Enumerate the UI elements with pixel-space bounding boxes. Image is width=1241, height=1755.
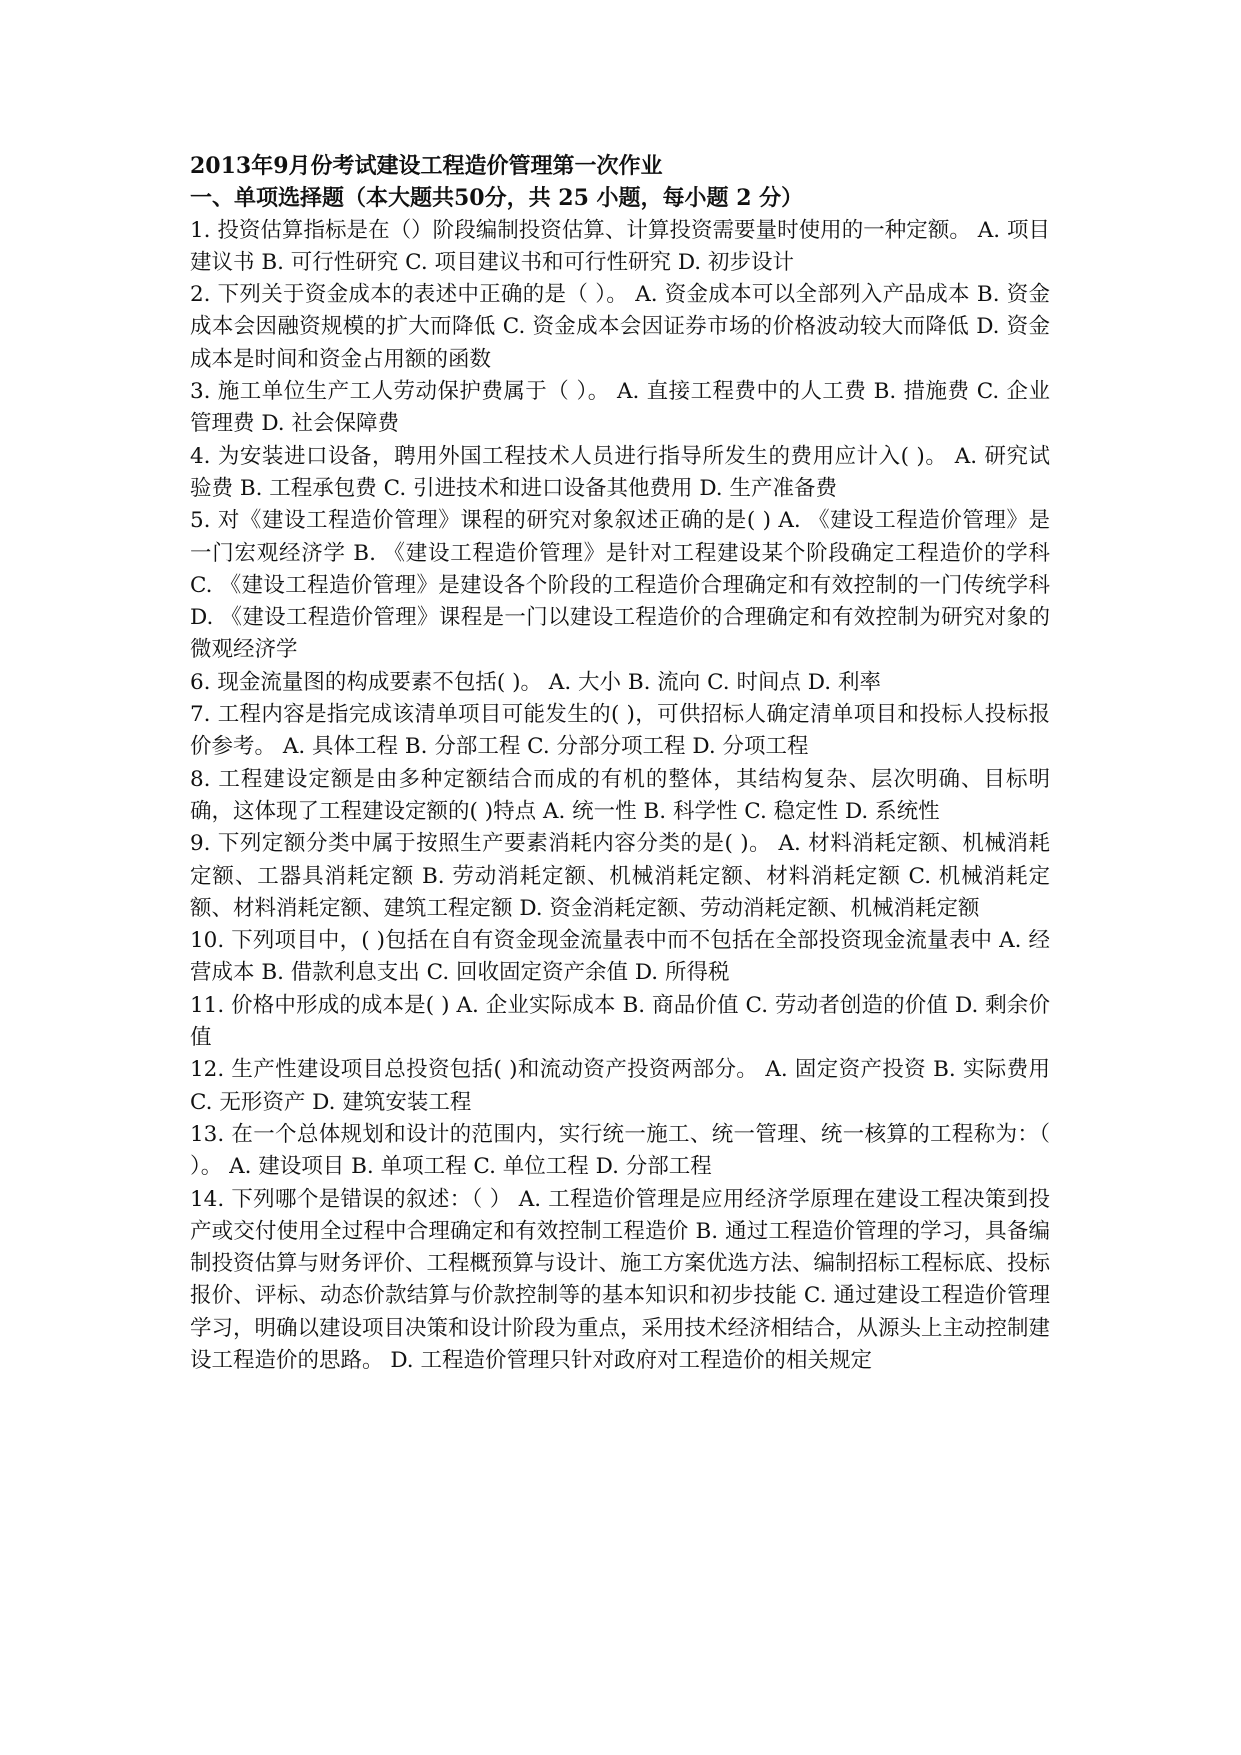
question-13: 13. 在一个总体规划和设计的范围内，实行统一施工、统一管理、统一核算的工程称为：（ ）。 A. 建设项目 B. 单项工程 C. 单位工程 D. 分部工程 [190,1121,1050,1180]
section-heading: 一、单项选择题（本大题共50分，共 25 小题，每小题 2 分） [190,185,804,212]
question-7: 7. 工程内容是指完成该清单项目可能发生的( )，可供招标人确定清单项目和投标人投标报价参考。 A. 具体工程 B. 分部工程 C. 分部分项工程 D. 分项工程 [190,702,1050,760]
question-11: 11. 价格中形成的成本是( ) A. 企业实际成本 B. 商品价值 C. 劳动者创造的价值 D. 剩余价值 [190,992,1050,1051]
question-10: 10. 下列项目中，( )包括在自有资金现金流量表中而不包括在全部投资现金流量表中 A. 经营成本 B. 借款利息支出 C. 回收固定资产余值 D. 所得税 [190,928,1050,986]
question-5: 5. 对《建设工程造价管理》课程的研究对象叙述正确的是( ) A. 《建设工程造价管理》是一门宏观经济学 B. 《建设工程造价管理》是针对工程建设某个阶段确定工程造价的学科 C. 《建设工程造价管理》是建设各个阶段的工程造价合理确定和有效控制的一门传统学科 D. 《建设工程造价管理》课程是一门以建设工程造价的合理确定和有效控制为研究对象的微观经济学 [190,508,1050,663]
document-title: 2013年9月份考试建设工程造价管理第一次作业 [190,153,663,179]
question-12: 12. 生产性建设项目总投资包括( )和流动资产投资两部分。 A. 固定资产投资 B. 实际费用 C. 无形资产 D. 建筑安装工程 [190,1057,1050,1115]
question-3: 3. 施工单位生产工人劳动保护费属于（ ）。 A. 直接工程费中的人工费 B. 措施费 C. 企业管理费 D. 社会保障费 [190,379,1050,437]
question-9: 9. 下列定额分类中属于按照生产要素消耗内容分类的是( )。 A. 材料消耗定额、机械消耗定额、工器具消耗定额 B. 劳动消耗定额、机械消耗定额、材料消耗定额 C. 机械消耗定额、材料消耗定额、建筑工程定额 D. 资金消耗定额、劳动消耗定额、机械消耗定额 [190,831,1050,921]
question-2: 2. 下列关于资金成本的表述中正确的是（ ）。 A. 资金成本可以全部列入产品成本 B. 资金成本会因融资规模的扩大而降低 C. 资金成本会因证券市场的价格波动较大而降低 D. 资金成本是时间和资金占用额的函数 [190,282,1050,372]
question-6: 6. 现金流量图的构成要素不包括( )。 A. 大小 B. 流向 C. 时间点 D. 利率 [190,669,881,695]
question-4: 4. 为安装进口设备，聘用外国工程技术人员进行指导所发生的费用应计入( )。 A. 研究试验费 B. 工程承包费 C. 引进技术和进口设备其他费用 D. 生产准备费 [190,443,1050,501]
question-1: 1. 投资估算指标是在（）阶段编制投资估算、计算投资需要量时使用的一种定额。 A. 项目建议书 B. 可行性研究 C. 项目建议书和可行性研究 D. 初步设计 [190,217,1050,275]
question-14: 14. 下列哪个是错误的叙述：（ ） A. 工程造价管理是应用经济学原理在建设工程决策到投产或交付使用全过程中合理确定和有效控制工程造价 B. 通过工程造价管理的学习，具备编制投资估算与财务评价、工程概预算与设计、施工方案优选方法、编制招标工程标底、投标报价、评标、动态价款结算与价款控制等的基本知识和初步技能 C. 通过建设工程造价管理学习，明确以建设项目决策和设计阶段为重点，采用技术经济相结合，从源头上主动控制建设工程造价的思路。 D. 工程造价管理只针对政府对工程造价的相关规定 [190,1186,1051,1373]
question-8: 8. 工程建设定额是由多种定额结合而成的有机的整体，其结构复杂、层次明确、目标明确，这体现了工程建设定额的( )特点 A. 统一性 B. 科学性 C. 稳定性 D. 系统性 [190,766,1050,824]
document-page [190,150,1050,1377]
